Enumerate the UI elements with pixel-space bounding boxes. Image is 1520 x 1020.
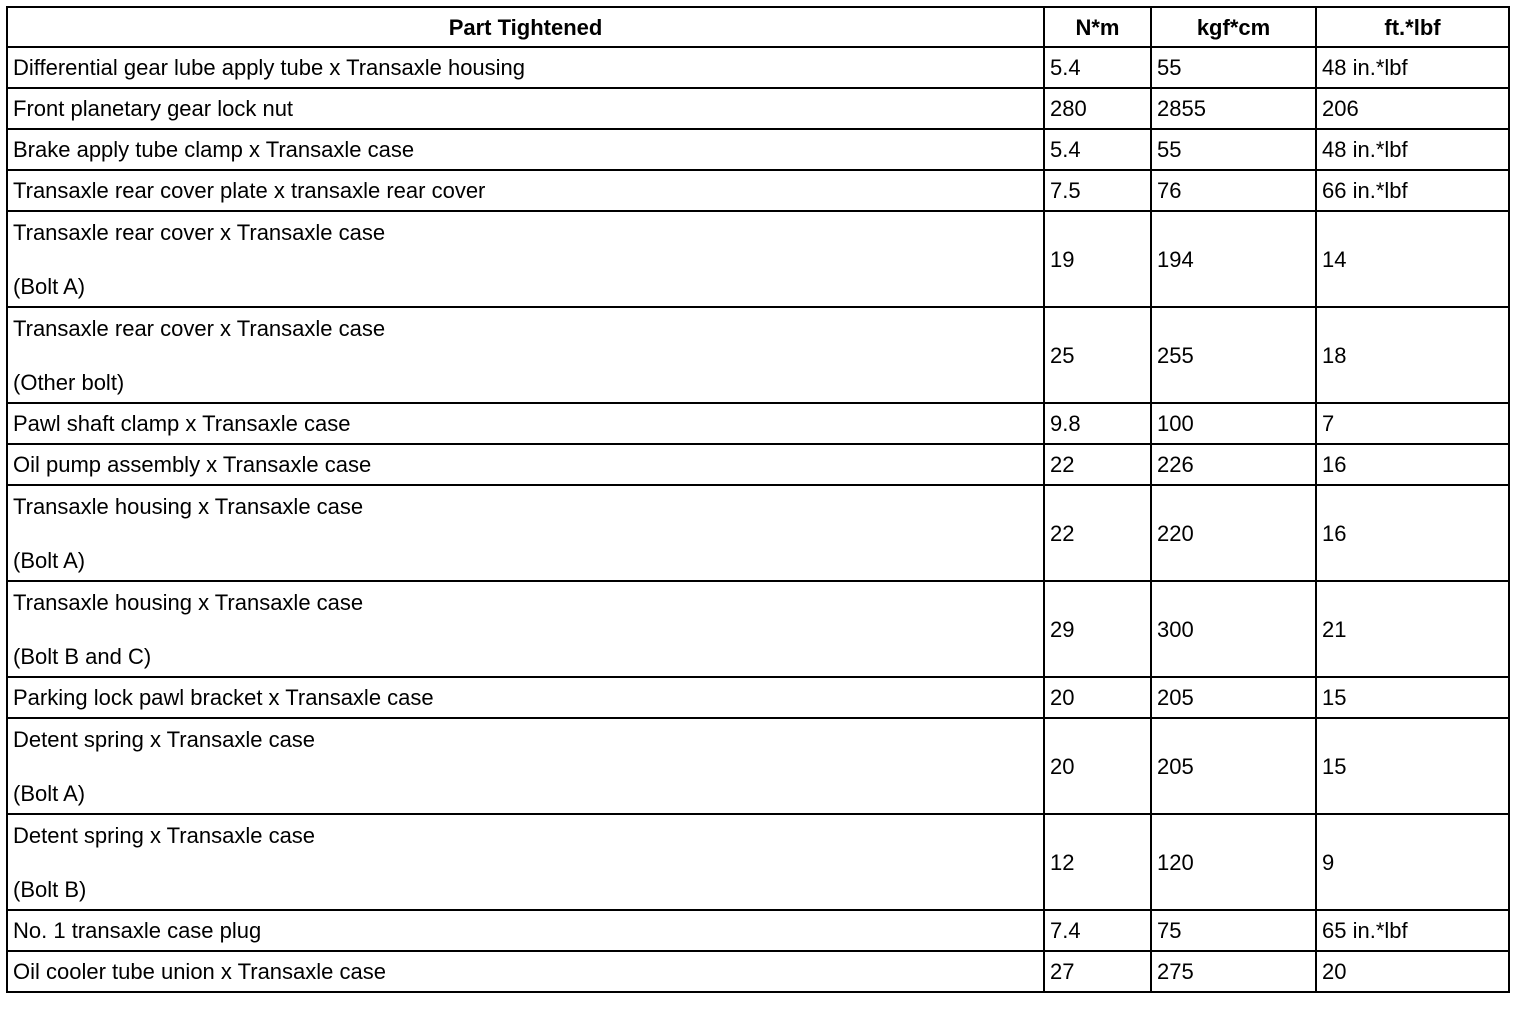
part-tightened-cell: [7, 211, 1044, 307]
nm-value-cell: 9.8: [1044, 403, 1151, 444]
part-name: Differential gear lube apply tube x Transaxle housing: [13, 55, 526, 80]
part-name: Pawl shaft clamp x Transaxle case: [13, 411, 351, 436]
table-row: [7, 485, 1509, 581]
table-row: [7, 581, 1509, 677]
ft-lbf-value-cell: 16: [1316, 485, 1509, 581]
part-tightened-cell: [7, 814, 1044, 910]
ft-lbf-value-cell: 15: [1316, 677, 1509, 718]
kgf-cm-value-cell: 194: [1151, 211, 1316, 307]
kgf-cm-value-cell: 205: [1151, 677, 1316, 718]
part-name: Parking lock pawl bracket x Transaxle case: [13, 685, 434, 710]
part-name: Oil pump assembly x Transaxle case: [13, 452, 372, 477]
header-ft-lbf: ft.*lbf: [1316, 7, 1509, 47]
nm-value-cell: 29: [1044, 581, 1151, 677]
part-name: Detent spring x Transaxle case: [13, 726, 316, 752]
kgf-cm-value-cell: 255: [1151, 307, 1316, 403]
part-tightened-cell: [7, 951, 1044, 992]
part-tightened-cell: [7, 129, 1044, 170]
nm-value-cell: 19: [1044, 211, 1151, 307]
part-tightened-cell: [7, 444, 1044, 485]
table-row: [7, 170, 1509, 211]
part-name: Front planetary gear lock nut: [13, 96, 294, 121]
table-row: [7, 47, 1509, 88]
nm-value-cell: 5.4: [1044, 129, 1151, 170]
ft-lbf-value-cell: 48 in.*lbf: [1316, 47, 1509, 88]
part-tightened-cell: [7, 677, 1044, 718]
part-name: Transaxle rear cover plate x transaxle rear cover: [13, 178, 486, 203]
part-tightened-cell: [7, 47, 1044, 88]
header-kgf-cm: kgf*cm: [1151, 7, 1316, 47]
kgf-cm-value-cell: 220: [1151, 485, 1316, 581]
ft-lbf-value-cell: 7: [1316, 403, 1509, 444]
table-row: [7, 403, 1509, 444]
part-name: Transaxle rear cover x Transaxle case: [13, 219, 386, 245]
part-name: Detent spring x Transaxle case: [13, 822, 316, 848]
ft-lbf-value-cell: 65 in.*lbf: [1316, 910, 1509, 951]
table-row: [7, 814, 1509, 910]
ft-lbf-value-cell: 48 in.*lbf: [1316, 129, 1509, 170]
kgf-cm-value-cell: 300: [1151, 581, 1316, 677]
nm-value-cell: 7.5: [1044, 170, 1151, 211]
part-name: Brake apply tube clamp x Transaxle case: [13, 137, 415, 162]
table-row: [7, 444, 1509, 485]
nm-value-cell: 20: [1044, 718, 1151, 814]
kgf-cm-value-cell: 76: [1151, 170, 1316, 211]
part-tightened-cell: [7, 485, 1044, 581]
table-row: [7, 88, 1509, 129]
ft-lbf-value-cell: 21: [1316, 581, 1509, 677]
ft-lbf-value-cell: 15: [1316, 718, 1509, 814]
nm-value-cell: 25: [1044, 307, 1151, 403]
part-name: Oil cooler tube union x Transaxle case: [13, 959, 386, 984]
nm-value-cell: 7.4: [1044, 910, 1151, 951]
part-name: Transaxle housing x Transaxle case: [13, 589, 364, 615]
part-bolt-note: (Bolt A): [13, 780, 86, 806]
table-row: [7, 718, 1509, 814]
nm-value-cell: 27: [1044, 951, 1151, 992]
kgf-cm-value-cell: 100: [1151, 403, 1316, 444]
part-name: Transaxle rear cover x Transaxle case: [13, 315, 386, 341]
part-bolt-note: (Bolt B): [13, 876, 87, 902]
ft-lbf-value-cell: 206: [1316, 88, 1509, 129]
torque-spec-table: [6, 6, 1510, 993]
header-part-tightened: Part Tightened: [7, 7, 1044, 47]
part-name: Transaxle housing x Transaxle case: [13, 493, 364, 519]
kgf-cm-value-cell: 205: [1151, 718, 1316, 814]
nm-value-cell: 5.4: [1044, 47, 1151, 88]
table-row: [7, 951, 1509, 992]
ft-lbf-value-cell: 16: [1316, 444, 1509, 485]
ft-lbf-value-cell: 9: [1316, 814, 1509, 910]
part-tightened-cell: [7, 307, 1044, 403]
kgf-cm-value-cell: 55: [1151, 129, 1316, 170]
header-nm: N*m: [1044, 7, 1151, 47]
table-header-row: [7, 7, 1509, 47]
ft-lbf-value-cell: 18: [1316, 307, 1509, 403]
kgf-cm-value-cell: 120: [1151, 814, 1316, 910]
table-row: [7, 307, 1509, 403]
nm-value-cell: 22: [1044, 444, 1151, 485]
part-bolt-note: (Bolt A): [13, 547, 86, 573]
part-tightened-cell: [7, 88, 1044, 129]
part-tightened-cell: [7, 581, 1044, 677]
nm-value-cell: 280: [1044, 88, 1151, 129]
part-bolt-note: (Bolt B and C): [13, 643, 152, 669]
ft-lbf-value-cell: 66 in.*lbf: [1316, 170, 1509, 211]
nm-value-cell: 12: [1044, 814, 1151, 910]
nm-value-cell: 22: [1044, 485, 1151, 581]
part-name: No. 1 transaxle case plug: [13, 918, 262, 943]
kgf-cm-value-cell: 275: [1151, 951, 1316, 992]
ft-lbf-value-cell: 20: [1316, 951, 1509, 992]
kgf-cm-value-cell: 75: [1151, 910, 1316, 951]
part-bolt-note: (Bolt A): [13, 273, 86, 299]
kgf-cm-value-cell: 226: [1151, 444, 1316, 485]
part-tightened-cell: [7, 910, 1044, 951]
ft-lbf-value-cell: 14: [1316, 211, 1509, 307]
kgf-cm-value-cell: 55: [1151, 47, 1316, 88]
part-bolt-note: (Other bolt): [13, 369, 125, 395]
table-body: [7, 47, 1509, 992]
part-tightened-cell: [7, 170, 1044, 211]
nm-value-cell: 20: [1044, 677, 1151, 718]
table-row: [7, 910, 1509, 951]
table-row: [7, 129, 1509, 170]
part-tightened-cell: [7, 718, 1044, 814]
table-row: [7, 677, 1509, 718]
kgf-cm-value-cell: 2855: [1151, 88, 1316, 129]
part-tightened-cell: [7, 403, 1044, 444]
table-row: [7, 211, 1509, 307]
